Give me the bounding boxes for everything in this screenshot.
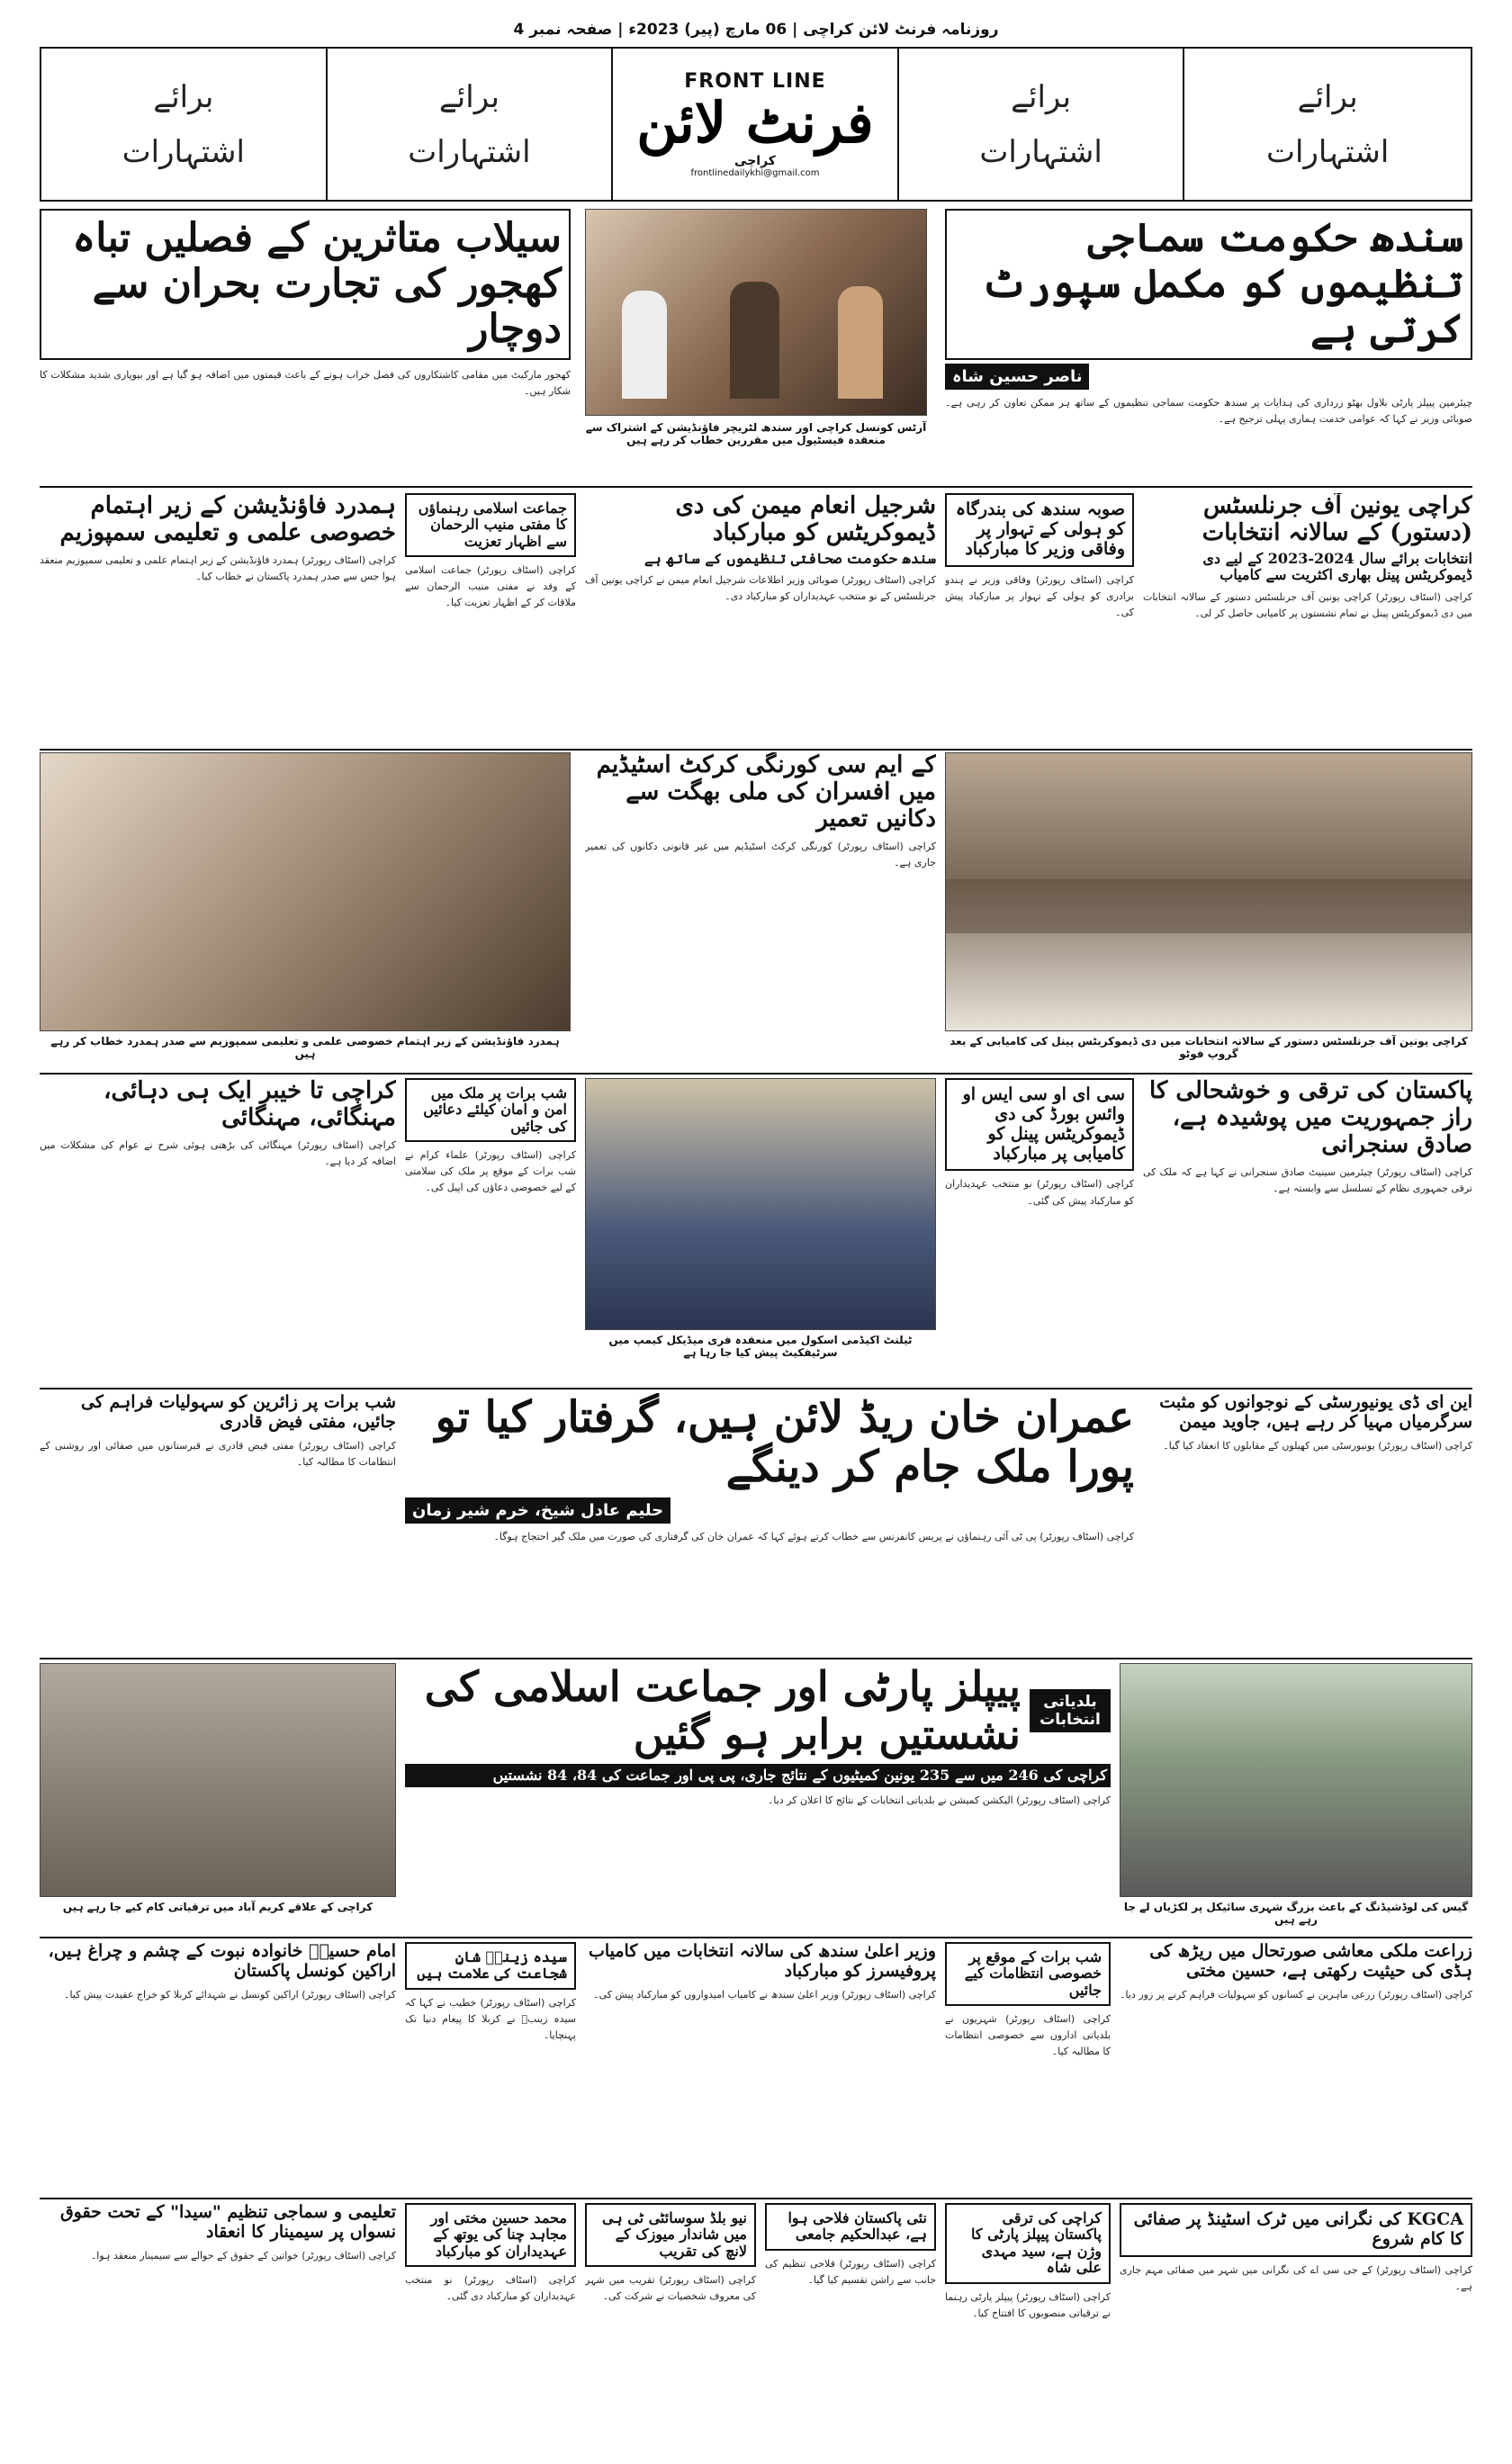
section-rule bbox=[40, 1388, 1472, 1389]
story-sayeda-zainab[interactable] bbox=[405, 1942, 576, 2196]
subheadline: کراچی کی 246 میں سے 235 یونین کمیٹیوں کے نتائج جاری، پی پی اور جماعت کی 84، 84 نشستیں bbox=[405, 1764, 1111, 1787]
ad-slot-1[interactable]: برائے اشتہارات bbox=[41, 49, 328, 200]
story-inflation[interactable] bbox=[40, 1078, 396, 1384]
article-body: کراچی (اسٹاف رپورٹر) اراکین کونسل نے شہدائے کربلا کو خراج عقیدت پیش کیا۔ bbox=[64, 1988, 396, 2001]
section-rule bbox=[40, 486, 1472, 488]
article-body: کراچی (اسٹاف رپورٹر) پی ٹی آئی رہنماؤں نے پریس کانفرنس سے خطاب کرتے ہوئے کہا کہ عمران خان کی گرفتاری کی صورت میں ملک گیر احتجاج ہوگا۔ bbox=[493, 1531, 1134, 1543]
story-sindh-govt[interactable] bbox=[945, 209, 1472, 479]
headline: نئی پاکستان فلاحی ہوا ہے، عبدالحکیم جامعی bbox=[765, 2203, 936, 2251]
headline: شب برات پر ملک میں امن و امان کیلئے دعائیں کی جائیں bbox=[405, 1078, 576, 1142]
page-folio: روزنامہ فرنٹ لائن کراچی | 06 مارچ (پیر) 2023ء | صفحہ نمبر 4 bbox=[513, 21, 999, 39]
headline: شب برات کے موقع پر خصوصی انتظامات کیے جائیں bbox=[945, 1942, 1111, 2006]
article-body: کھجور مارکیٹ میں مقامی کاشتکاروں کی فصل خراب ہونے کے باعث قیمتوں میں اضافہ ہو گیا ہے اور بیوپاری شدید مشکلات کا شکار ہیں۔ bbox=[40, 368, 571, 397]
group-photo-caption: کراچی یونین آف جرنلسٹس دستور کے سالانہ انتخابات میں دی ڈیموکریٹس پینل کی کامیابی کے بعد گروپ فوٹو bbox=[950, 1035, 1468, 1060]
headline: سندھ حکومت سماجی تنظیموں کو مکمل سپورٹ کرتی ہے bbox=[945, 209, 1472, 360]
headline: محمد حسین مختی اور مجاہد چنا کی یوتھ کے عہدیداران کو مبارکباد bbox=[405, 2203, 576, 2267]
construction-photo bbox=[40, 1663, 396, 1897]
headline: کراچی یونین آف جرنلسٹس (دستور) کے سالانہ انتخابات bbox=[1202, 493, 1472, 546]
masthead bbox=[40, 47, 1472, 202]
story-mufti-faiz[interactable] bbox=[40, 1393, 396, 1654]
byline: حلیم عادل شیخ، خرم شیر زمان bbox=[405, 1497, 670, 1524]
article-body: کراچی (اسٹاف رپورٹر) نو منتخب عہدیداران کو مبارکباد دی گئی۔ bbox=[405, 2274, 576, 2303]
headline: شرجیل انعام میمن کی دی ڈیموکریٹس کو مبارکباد bbox=[675, 493, 936, 546]
ad-slot-2[interactable]: برائے اشتہارات bbox=[328, 49, 614, 200]
article-body: کراچی (اسٹاف رپورٹر) ہمدرد فاؤنڈیشن کے زیر اہتمام علمی و تعلیمی سمپوزیم منعقد ہوا جس سے صدر ہمدرد پاکستان نے خطاب کیا۔ bbox=[40, 553, 396, 582]
certificate-caption: ٹیلنٹ اکیڈمی اسکول میں منعقدہ فری میڈیکل کیمپ میں سرٹیفکیٹ پیش کیا جا رہا ہے bbox=[608, 1334, 913, 1359]
headline: کراچی تا خیبر ایک ہی دہائی، مہنگائی، مہنگائی bbox=[104, 1078, 396, 1131]
headline: عمران خان ریڈ لائن ہیں، گرفتار کیا تو پورا ملک جام کر دینگے bbox=[435, 1393, 1134, 1493]
article-body: کراچی (اسٹاف رپورٹر) علماء کرام نے شب برات کے موقع پر ملک کی سلامتی کے لیے خصوصی دعاؤں کی اپیل کی۔ bbox=[405, 1149, 576, 1194]
article-body: کراچی (اسٹاف رپورٹر) شہریوں نے بلدیاتی اداروں سے خصوصی انتظامات کا مطالبہ کیا۔ bbox=[945, 2013, 1111, 2058]
construction-caption: کراچی کے علاقے کریم آباد میں ترقیاتی کام کیے جا رہے ہیں bbox=[62, 1901, 374, 1913]
bicycle-caption: گیس کی لوڈشیڈنگ کے باعث بزرگ شہری سائیکل پر لکڑیاں لے جا رہے ہیں bbox=[1123, 1901, 1469, 1926]
article-body: کراچی (اسٹاف رپورٹر) خطیب نے کہا کہ سیدہ زینبؓ نے کربلا کا پیغام دنیا تک پہنچایا۔ bbox=[405, 1996, 576, 2042]
article-body: کراچی (اسٹاف رپورٹر) کورنگی کرکٹ اسٹیڈیم میں غیر قانونی دکانوں کی تعمیر جاری ہے۔ bbox=[585, 840, 936, 868]
headline: امام حسینؓ خانوادہ نبوت کے چشم و چراغ ہیں، اراکین کونسل پاکستان bbox=[48, 1942, 396, 1981]
logo-english: FRONT LINE bbox=[684, 69, 826, 93]
certificate-photo bbox=[585, 1078, 936, 1330]
article-body: کراچی (اسٹاف رپورٹر) چیئرمین سینیٹ صادق سنجرانی نے کہا ہے کہ ملک کی ترقی جمہوری نظام کے تسلسل سے وابستہ ہے۔ bbox=[1143, 1165, 1472, 1194]
headline: KGCA کی نگرانی میں ٹرک اسٹینڈ پر صفائی کا کام شروع bbox=[1120, 2203, 1472, 2257]
subheadline: انتخابات برائے سال 2024-2023 کے لیے دی ڈیموکریٹس پینل بھاری اکثریت سے کامیاب bbox=[1202, 549, 1472, 584]
symposium-photo bbox=[40, 752, 571, 1031]
subheadline: سندھ حکومت صحافتی تنظیموں کے ساتھ ہے bbox=[644, 549, 936, 567]
headline: ہمدرد فاؤنڈیشن کے زیر اہتمام خصوصی علمی و تعلیمی سمپوزیم bbox=[59, 493, 396, 546]
logo-urdu: فرنٹ لائن bbox=[636, 89, 874, 156]
article-body: کراچی (اسٹاف رپورٹر) الیکشن کمیشن نے بلدیاتی انتخابات کے نتائج کا اعلان کر دیا۔ bbox=[767, 1794, 1111, 1807]
article-body: چیئرمین پیپلز پارٹی بلاول بھٹو زرداری کی ہدایات پر سندھ حکومت سماجی تنظیموں کے ساتھ ہر ممکن تعاون کر رہی ہے۔ صوبائی وزیر نے کہا کہ عوامی خدمت ہماری پہلی ترجیح ہے۔ bbox=[945, 396, 1472, 425]
story-imran-khan[interactable] bbox=[405, 1393, 1134, 1654]
headline: وزیر اعلیٰ سندھ کی سالانہ انتخابات میں کامیاب پروفیسرز کو مبارکباد bbox=[588, 1942, 936, 1981]
headline: این ای ڈی یونیورسٹی کے نوجوانوں کو مثبت سرگرمیاں مہیا کر رہے ہیں، جاوید میمن bbox=[1159, 1393, 1472, 1432]
story-shab-arrangements[interactable] bbox=[945, 1942, 1111, 2196]
logo-email: frontlinedailykhi@gmail.com bbox=[690, 168, 820, 179]
headline: پیپلز پارٹی اور جماعت اسلامی کی نشستیں برابر ہو گئیں bbox=[424, 1663, 1021, 1758]
story-hamdard[interactable] bbox=[40, 493, 396, 747]
section-rule bbox=[40, 749, 1472, 751]
story-sharjeel[interactable] bbox=[585, 493, 936, 747]
section-rule bbox=[40, 1937, 1472, 1938]
section-rule bbox=[40, 2198, 1472, 2199]
headline: تعلیمی و سماجی تنظیم "سیدا" کے تحت حقوق نسواں پر سیمینار کا انعقاد bbox=[59, 2203, 396, 2242]
headline: کے ایم سی کورنگی کرکٹ اسٹیڈیم میں افسران کی ملی بھگت سے دکانیں تعمیر bbox=[596, 752, 936, 832]
article-body: کراچی (اسٹاف رپورٹر) خواتین کے حقوق کے حوالے سے سیمینار منعقد ہوا۔ bbox=[90, 2249, 396, 2262]
festival-caption: آرٹس کونسل کراچی اور سندھ لٹریچر فاؤنڈیشن کے اشتراک سے منعقدہ فیسٹیول میں مقررین خطاب کر رہے ہیں bbox=[585, 421, 927, 446]
story-cso-board[interactable] bbox=[945, 1078, 1134, 1384]
ad-slot-4[interactable]: برائے اشتہارات bbox=[1266, 79, 1390, 170]
headline: سیلاب متاثرین کے فصلیں تباہ کھجور کی تجارت بحران سے دوچار bbox=[40, 209, 571, 360]
story-korangi-stadium[interactable] bbox=[585, 752, 936, 1067]
ad-slot-3[interactable]: برائے اشتہارات bbox=[899, 49, 1185, 200]
logo-city: کراچی bbox=[734, 154, 776, 169]
headline: سی ای او سی ایس او وائس بورڈ کی دی ڈیموکریٹس پینل کو کامیابی پر مبارکباد bbox=[945, 1078, 1134, 1171]
story-welfare[interactable] bbox=[765, 2203, 936, 2439]
story-music-launch[interactable] bbox=[585, 2203, 756, 2439]
story-shab-prayers[interactable] bbox=[405, 1078, 576, 1384]
section-rule bbox=[40, 1658, 1472, 1659]
article-body: کراچی (اسٹاف رپورٹر) وفاقی وزیر نے ہندو برادری کو ہولی کے تہوار پر مبارکباد پیش کی۔ bbox=[945, 573, 1134, 618]
article-body: کراچی (اسٹاف رپورٹر) جماعت اسلامی کے وفد نے مفتی منیب الرحمان سے ملاقات کر کے اظہار تعزیت کیا۔ bbox=[405, 564, 576, 609]
headline: صوبہ سندھ کی بندرگاہ کو ہولی کے تہوار پر وفاقی وزیر کا مبارکباد bbox=[945, 493, 1134, 567]
story-youth-congrats[interactable] bbox=[405, 2203, 576, 2439]
story-agriculture[interactable] bbox=[1120, 1942, 1472, 2196]
story-sanjrani[interactable] bbox=[1143, 1078, 1472, 1384]
article-body: کراچی (اسٹاف رپورٹر) وزیر اعلیٰ سندھ نے کامیاب امیدواروں کو مبارکباد پیش کی۔ bbox=[593, 1988, 936, 2001]
story-holi[interactable] bbox=[945, 493, 1134, 747]
article-body: کراچی (اسٹاف رپورٹر) صوبائی وزیر اطلاعات شرجیل انعام میمن نے کراچی یونین آف جرنلسٹس کے نو منتخب عہدیداران کو مبارکباد دی۔ bbox=[585, 574, 936, 603]
article-body: کراچی (اسٹاف رپورٹر) کے جی سی اے کی نگرانی میں شہر میں صفائی مہم جاری ہے۔ bbox=[1120, 2263, 1472, 2292]
story-dates-crisis[interactable] bbox=[40, 209, 571, 479]
story-imam-hussain[interactable] bbox=[40, 1942, 396, 2196]
byline: ناصر حسین شاہ bbox=[945, 364, 1089, 390]
story-women-rights[interactable] bbox=[40, 2203, 396, 2439]
article-body: کراچی (اسٹاف رپورٹر) کراچی یونین آف جرنلسٹس دستور کے سالانہ انتخابات میں دی ڈیموکریٹس پینل نے تمام نشستوں پر کامیابی حاصل کر لی۔ bbox=[1143, 590, 1472, 619]
article-body: کراچی (اسٹاف رپورٹر) زرعی ماہرین نے کسانوں کو سہولیات فراہم کرنے پر زور دیا۔ bbox=[1120, 1988, 1472, 2001]
story-local-elections[interactable] bbox=[405, 1663, 1111, 1933]
headline: پاکستان کی ترقی و خوشحالی کا راز جمہوریت میں پوشیدہ ہے، صادق سنجرانی bbox=[1148, 1078, 1472, 1158]
article-body: کراچی (اسٹاف رپورٹر) مفتی فیض قادری نے قبرستانوں میں صفائی اور روشنی کے انتظامات کا مطالبہ کیا۔ bbox=[40, 1439, 396, 1468]
story-kuj-elections[interactable] bbox=[1143, 493, 1472, 747]
headline: زراعت ملکی معاشی صورتحال میں ریڑھ کی ہڈی کی حیثیت رکھتی ہے، حسین مختی bbox=[1149, 1942, 1472, 1981]
article-body: کراچی (اسٹاف رپورٹر) فلاحی تنظیم کی جانب سے راشن تقسیم کیا گیا۔ bbox=[765, 2257, 936, 2286]
symposium-caption: ہمدرد فاؤنڈیشن کے زیر اہتمام خصوصی علمی و تعلیمی سمپوزیم سے صدر ہمدرد خطاب کر رہے ہیں bbox=[50, 1035, 560, 1060]
article-body: کراچی (اسٹاف رپورٹر) پیپلز پارٹی رہنما نے ترقیاتی منصوبوں کا افتتاح کیا۔ bbox=[945, 2290, 1111, 2319]
article-body: کراچی (اسٹاف رپورٹر) تقریب میں شہر کی معروف شخصیات نے شرکت کی۔ bbox=[585, 2274, 756, 2303]
story-mufti-condolence[interactable] bbox=[405, 493, 576, 747]
article-body: کراچی (اسٹاف رپورٹر) نو منتخب عہدیداران کو مبارکباد پیش کی گئی۔ bbox=[945, 1178, 1134, 1207]
headline: کراچی کی ترقی پاکستان پیپلز پارٹی کا وژن ہے، سید مہدی علی شاہ bbox=[945, 2203, 1111, 2284]
headline: نیو بلڈ سوسائٹی ٹی ہی میں شاندار میوزک کے لانچ کی تقریب bbox=[585, 2203, 756, 2267]
story-ned-university[interactable] bbox=[1143, 1393, 1472, 1654]
section-rule bbox=[40, 1073, 1472, 1075]
article-body: کراچی (اسٹاف رپورٹر) مہنگائی کی بڑھتی ہوئی شرح نے عوام کی مشکلات میں اضافہ کر دیا ہے۔ bbox=[40, 1138, 396, 1167]
headline: سیدہ زینبؓ شانِ شجاعت کی علامت ہیں bbox=[405, 1942, 576, 1990]
headline: جماعت اسلامی رہنماؤں کا مفتی منیب الرحمان سے اظہار تعزیت bbox=[405, 493, 576, 557]
story-ppp-vision[interactable] bbox=[945, 2203, 1111, 2439]
story-cm-congrats[interactable] bbox=[585, 1942, 936, 2196]
article-body: کراچی (اسٹاف رپورٹر) یونیورسٹی میں کھیلوں کے مقابلوں کا انعقاد کیا گیا۔ bbox=[1163, 1439, 1472, 1452]
festival-photo bbox=[585, 209, 927, 416]
headline: شب برات پر زائرین کو سہولیات فراہم کی جائیں، مفتی فیض قادری bbox=[81, 1393, 396, 1432]
story-kgca[interactable] bbox=[1120, 2203, 1472, 2439]
section-tag: بلدیاتی انتخابات bbox=[1030, 1689, 1111, 1732]
bicycle-photo bbox=[1120, 1663, 1472, 1897]
newspaper-logo[interactable] bbox=[613, 49, 899, 200]
group-photo bbox=[945, 752, 1472, 1031]
